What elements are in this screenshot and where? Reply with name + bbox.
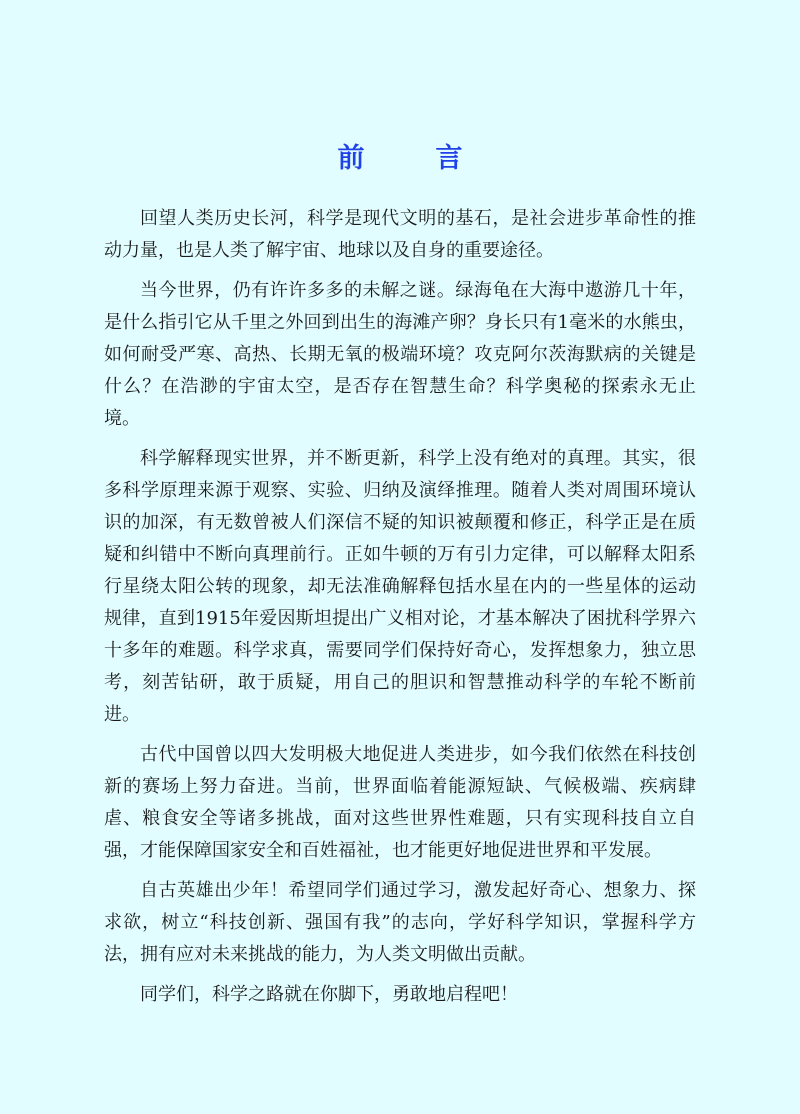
page-title: 前 言: [337, 143, 485, 174]
paragraph-1: 回望人类历史长河，科学是现代文明的基石，是社会进步革命性的推动力量，也是人类了解宇宙、地球以及自身的重要途径。: [104, 208, 696, 261]
paragraph-3: 科学解释现实世界，并不断更新，科学上没有绝对的真理。其实，很多科学原理来源于观察、实验、归纳及演绎推理。随着人类对周围环境认识的加深，有无数曾被人们深信不疑的知识被颠覆和修正，科学正是在质疑和纠错中不断向真理前行。正如牛顿的万有引力定律，可以解释太阳系行星绕太阳公转的现象，却无法准确解释包括水星在内的一些星体的运动规律，直到1915年爱因斯坦提出广义相对论，才基本解决了困扰科学界六十多年的难题。科学求真，需要同学们保持好奇心，发挥想象力，独立思考，刻苦钻研，敢于质疑，用自己的胆识和智慧推动科学的车轮不断前进。: [104, 448, 696, 725]
paragraph-6: 同学们，科学之路就在你脚下，勇敢地启程吧！: [140, 984, 518, 1005]
paragraph-4: 古代中国曾以四大发明极大地促进人类进步，如今我们依然在科技创新的赛场上努力奋进。当前，世界面临着能源短缺、气候极端、疾病肆虐、粮食安全等诸多挑战，面对这些世界性难题，只有实现科技自立自强，才能保障国家安全和百姓福祉，也才能更好地促进世界和平发展。: [104, 744, 696, 861]
paragraph-2: 当今世界，仍有许许多多的未解之谜。绿海龟在大海中遨游几十年，是什么指引它从千里之外回到出生的海滩产卵？身长只有1毫米的水熊虫，如何耐受严寒、高热、长期无氧的极端环境？攻克阿尔茨海默病的关键是什么？在浩渺的宇宙太空，是否存在智慧生命？科学奥秘的探索永无止境。: [104, 280, 696, 429]
paragraph-5: 自古英雄出少年！希望同学们通过学习，激发起好奇心、想象力、探求欲，树立“科技创新、强国有我”的志向，学好科学知识，掌握科学方法，拥有应对未来挑战的能力，为人类文明做出贡献。: [104, 880, 696, 965]
